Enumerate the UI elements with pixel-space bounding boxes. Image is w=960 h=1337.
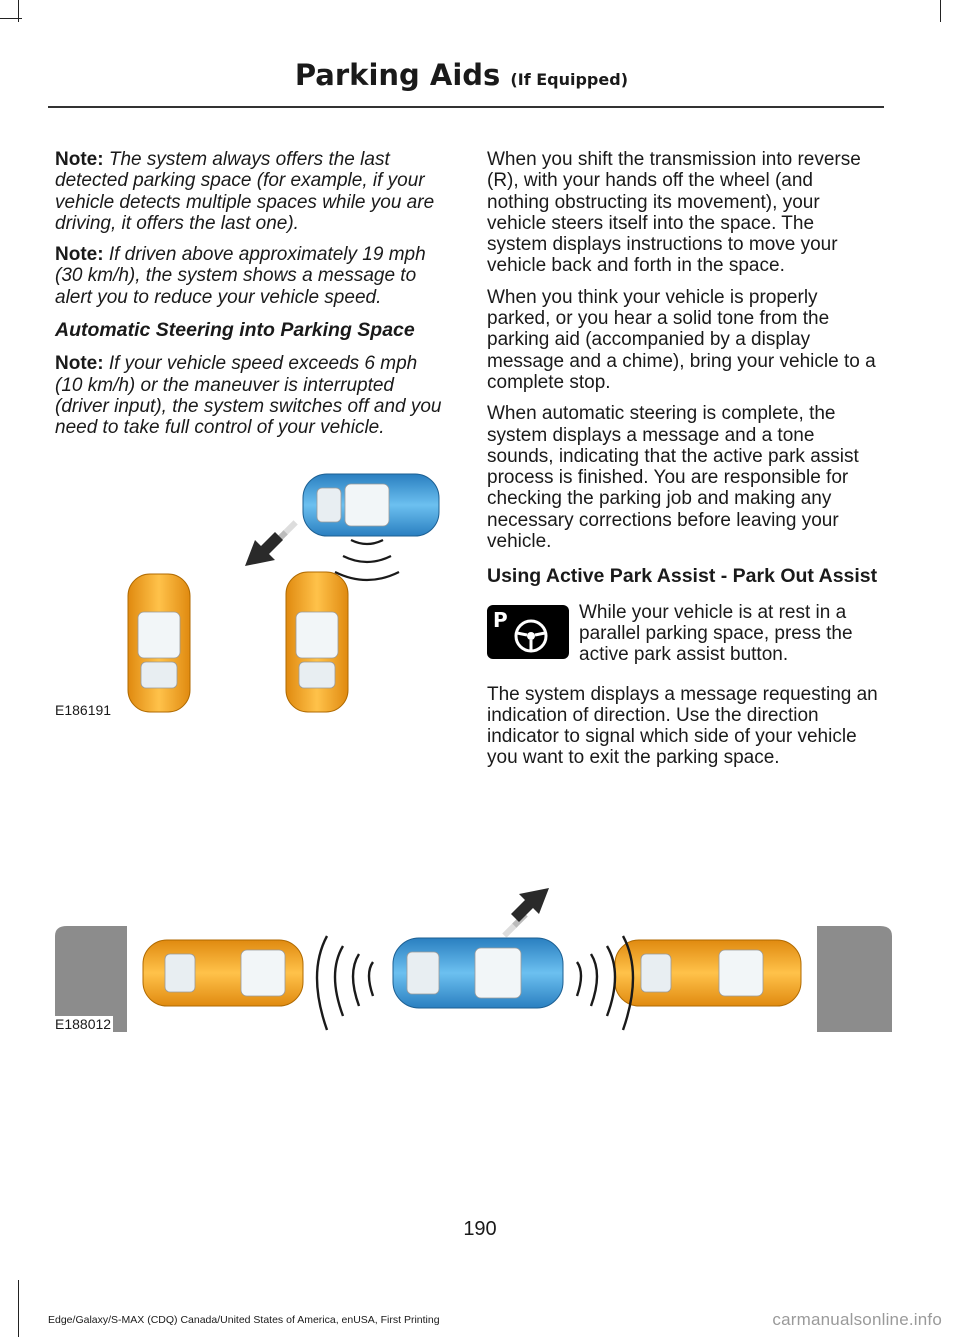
- sensor-waves: [335, 540, 399, 580]
- page-title-subtitle: (If Equipped): [510, 70, 628, 89]
- paragraph: While your vehicle is at rest in a parallel parking space, press the active park assist button.: [579, 601, 853, 666]
- parking-illustration-2: [55, 880, 892, 1032]
- right-panel: [817, 926, 892, 1032]
- note-paragraph-1: [55, 149, 447, 234]
- note-label: Note:: [55, 353, 104, 375]
- section-subheading: Automatic Steering into Parking Space: [55, 319, 415, 342]
- parked-car-rear: [615, 940, 801, 1006]
- icon-row: [487, 602, 879, 666]
- sensor-waves-rear: [317, 936, 373, 1030]
- parked-car-front: [143, 940, 303, 1006]
- paragraph: When you think your vehicle is properly parked, or you hear a solid tone from the parking aid (accompanied by a display message and a chime), bring your vehicle to a complete stop.: [487, 286, 876, 393]
- exiting-car: [393, 938, 563, 1008]
- note-paragraph-3: [55, 353, 447, 438]
- page-title: [295, 58, 628, 92]
- page-title-main: Parking Aids: [294, 58, 501, 92]
- footer-text: Edge/Galaxy/S-MAX (CDQ) Canada/United States of America, enUSA, First Printing: [48, 1314, 440, 1326]
- note-paragraph-2: [55, 244, 447, 308]
- maneuvering-car: [303, 474, 439, 536]
- crop-mark-top-right-v: [940, 0, 941, 22]
- parked-car-right: [286, 572, 348, 712]
- parking-illustration-2-svg: [55, 880, 892, 1032]
- page-number: 190: [463, 1218, 497, 1240]
- note-label: Note:: [55, 244, 104, 266]
- watermark: carmanualsonline.info: [772, 1310, 942, 1329]
- paragraph: The system displays a message requesting an indication of direction. Use the direction indicator to signal which side of your vehicle you want to exit the parking space.: [487, 683, 878, 769]
- figure-label: E188012: [55, 1016, 112, 1032]
- paragraph: When you shift the transmission into reverse (R), with your hands off the wheel (and nothing obstructing its movement), your vehicle steers itself into the space. The system displays instructions to move your vehicle back and forth in the space.: [487, 149, 861, 277]
- right-column: [487, 149, 879, 779]
- crop-mark-top-left-h: [0, 18, 22, 19]
- note-label: Note:: [55, 149, 104, 170]
- exit-direction-arrow: [502, 888, 549, 938]
- steering-wheel-icon: [487, 605, 569, 659]
- icon-letter: P: [493, 607, 508, 632]
- header-rule: [48, 106, 884, 108]
- note-text: If your vehicle speed exceeds 6 mph (10 km/h) or the maneuver is interrupted (driver input), the system switches off and you need to take full control of your vehicle.: [55, 353, 442, 439]
- parking-illustration-1-svg: [55, 462, 447, 730]
- note-text: The system always offers the last detected parking space (for example, if your vehicle detects multiple spaces while you are driving, it offers the last one).: [55, 149, 435, 234]
- crop-mark-bottom-left-v: [18, 1280, 19, 1337]
- parking-illustration-1: [55, 462, 447, 730]
- paragraph: When automatic steering is complete, the system displays a message and a tone sounds, indicating that the active park assist process is finished. You are responsible for checking the parking job and making any necessary corrections before leaving your vehicle.: [487, 403, 859, 553]
- figure-label: E186191: [55, 702, 112, 718]
- active-park-assist-icon: [487, 605, 569, 659]
- left-column: [55, 149, 447, 449]
- section-subheading: Using Active Park Assist - Park Out Assist: [487, 565, 878, 588]
- parked-car-left: [128, 574, 190, 712]
- direction-arrow: [245, 520, 298, 566]
- note-text: If driven above approximately 19 mph (30 km/h), the system shows a message to alert you to reduce your vehicle speed.: [55, 244, 426, 308]
